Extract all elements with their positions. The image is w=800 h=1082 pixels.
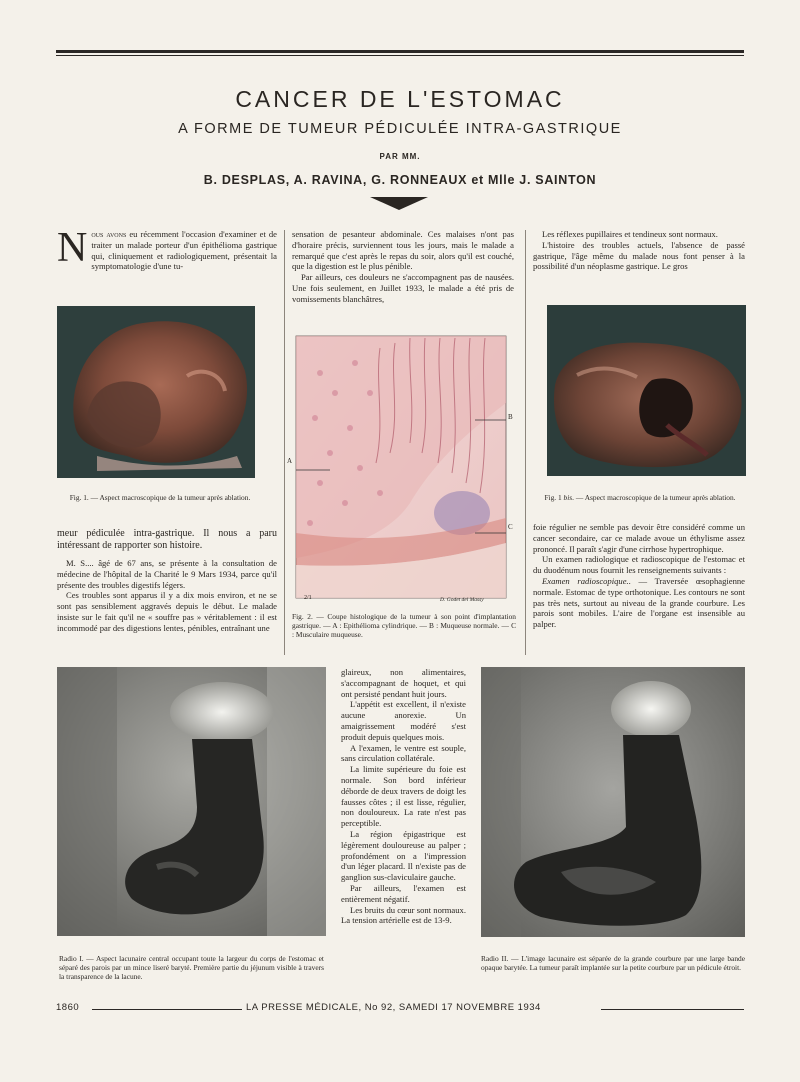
radio1-xray <box>57 667 326 936</box>
top-rule-thick <box>56 50 744 53</box>
mid-paragraph-7: Les bruits du cœur sont normaux. La tension artérielle est de 13-9. <box>341 904 466 926</box>
mid-paragraph-5: La région épigastrique est légèrement douloureuse au palper ; profondément on a l'impression d'un léger placard. Il n'existe pas de ganglion sus-claviculaire gauche. <box>341 828 466 883</box>
col3-paragraph-1: Les réflexes pupillaires et tendineux sont normaux. <box>542 229 718 239</box>
mid-paragraph-6: Par ailleurs, l'examen est entièrement négatif. <box>341 882 466 904</box>
mid-paragraph-2: L'appétit est excellent, il n'existe aucune anorexie. Un amaigrissement modéré s'est produit depuis quelques mois. <box>341 699 466 742</box>
footer-rule-right <box>601 1009 744 1010</box>
fig1bis-caption <box>535 493 745 502</box>
col3-paragraph-4: Un examen radiologique et radioscopique de l'estomac et du duodénum nous fournit les renseignements suivants : <box>533 554 745 576</box>
drop-cap: N <box>57 225 88 271</box>
column-divider-left <box>284 230 285 655</box>
mid-paragraph-1: glaireux, non alimentaires, s'accompagnant de hoquet, et qui ont persisté pendant huit jours. <box>341 667 466 699</box>
article-subtitle: A FORME DE TUMEUR PÉDICULÉE INTRA-GASTRIQUE <box>178 121 622 137</box>
col3-paragraph-3: foie régulier ne semble pas devoir être considéré comme un cancer secondaire, car ce malade avoue un éthylisme assez prononcé. Il paraît s'agir d'une cirrhose hypertrophique. <box>533 522 745 554</box>
col3-exam-label: Examen radioscopique. <box>542 575 629 586</box>
article-title: CANCER DE L'ESTOMAC <box>235 86 565 112</box>
fig1bis-caption-text: . — Aspect macroscopique de la tumeur après ablation. <box>572 493 736 502</box>
fig2-label-b: B <box>508 413 513 421</box>
col3-paragraph-5: . — Traversée œsophagienne normale. Estomac de type orthotonique. Les contours ne sont pas très nets, surtout au niveau de la grande courbure. Les parois sont mobiles. L'aire de l'organe est insensible au palper. <box>533 575 745 630</box>
col1-paragraph-2: M. S.... âgé de 67 ans, se présente à la consultation de médecine de l'hôpital de la Charité le 9 Mars 1934, parce qu'il présente des troubles digestifs légers. <box>57 558 277 590</box>
col2-paragraph-1: sensation de pesanteur abdominale. Ces malaises n'ont pas d'horaire précis, surviennent tous les jours, mais le malade a remarqué que c'est après le repas du soir, alors qu'il est couché, que la digestion est le plus pénible. <box>292 229 514 272</box>
top-rule-thin <box>56 55 744 56</box>
intro-smallcaps: ous avons <box>91 229 127 239</box>
fig1bis-caption-bis: bis <box>563 493 573 502</box>
fig1-tumor-photo <box>57 306 255 478</box>
footer-rule-left <box>92 1009 242 1010</box>
col1-paragraph-3: Ces troubles sont apparus il y a dix mois environ, et ne se sont pas sensiblement aggravés depuis le début. Le malade insiste sur le fait qu'il ne « souffre pas » véritablement : il est incommodé par des digestions lentes, pénibles, entraînant une <box>57 590 277 633</box>
fig2-label-a: A <box>287 457 293 465</box>
par-mm: PAR MM. <box>379 152 421 161</box>
radio1-caption: Radio I. — Aspect lacunaire central occupant toute la largeur du corps de l'estomac et séparé des parois par un mince liseré baryté. Première partie du jéjunum visible à travers la transparence de la lacune. <box>59 954 324 981</box>
fig2-label-c: C <box>508 523 513 531</box>
mid-paragraph-4: La limite supérieure du foie est normale. Son bord inférieur déborde de deux travers de doigt les fausses côtes ; il est lisse, régulier, non douloureux. La rate n'est pas perceptible. <box>341 764 466 829</box>
fig1bis-tumor-photo <box>547 305 746 476</box>
fig1bis-caption-label: Fig. 1 <box>544 493 562 502</box>
radio2-xray <box>481 667 745 937</box>
mid-paragraph-3: A l'examen, le ventre est souple, sans circulation collatérale. <box>341 742 466 764</box>
column1-body <box>57 528 277 634</box>
fig1-caption: Fig. 1. — Aspect macroscopique de la tumeur après ablation. <box>69 493 251 502</box>
column-divider-right <box>525 230 526 655</box>
column3-bottom-text <box>533 522 745 630</box>
header-ornament-icon <box>370 197 428 211</box>
journal-line: LA PRESSE MÉDICALE, No 92, SAMEDI 17 NOVEMBRE 1934 <box>246 1002 541 1013</box>
column1-intro <box>57 225 277 272</box>
authors: B. DESPLAS, A. RAVINA, G. RONNEAUX et Mlle J. SAINTON <box>203 173 597 187</box>
column2-text <box>292 229 514 305</box>
fig2-scale: 2/1 <box>304 595 312 601</box>
fig2-histology-drawing <box>287 333 516 605</box>
page-number: 1860 <box>56 1002 80 1013</box>
intro-text: eu récemment l'occasion d'examiner et de traiter un malade porteur d'un épithélioma gastrique qui, cliniquement et radiologiquement, présentait la symptomatologie d'une tu- <box>91 229 277 272</box>
col1-after-fig: meur pédiculée intra-gastrique. Il nous a paru intéressant de rapporter son histoire. <box>57 528 277 551</box>
col3-paragraph-2: L'histoire des troubles actuels, l'absence de passé gastrique, l'âge même du malade nous font penser à la possibilité d'un néoplasme gastrique. Le gros <box>533 239 745 272</box>
fig2-signature: D. Godet del Massy <box>440 597 484 603</box>
page-footer <box>56 1002 744 1016</box>
column3-top-text <box>533 229 745 272</box>
middle-column-text <box>341 667 466 926</box>
radio2-caption: Radio II. — L'image lacunaire est séparée de la grande courbure par une large bande opaque barytée. La tumeur paraît implantée sur la petite courbure par un pédicule étroit. <box>481 954 745 972</box>
col2-paragraph-2: Par ailleurs, ces douleurs ne s'accompagnent pas de nausées. Une fois seulement, en Juillet 1933, le malade a été pris de vomissements blanchâtres, <box>292 272 514 304</box>
fig2-caption: Fig. 2. — Coupe histologique de la tumeur à son point d'implantation gastrique. — A : Epithélioma cylindrique. — B : Muqueuse normale. — C : Musculaire muqueuse. <box>292 612 516 639</box>
